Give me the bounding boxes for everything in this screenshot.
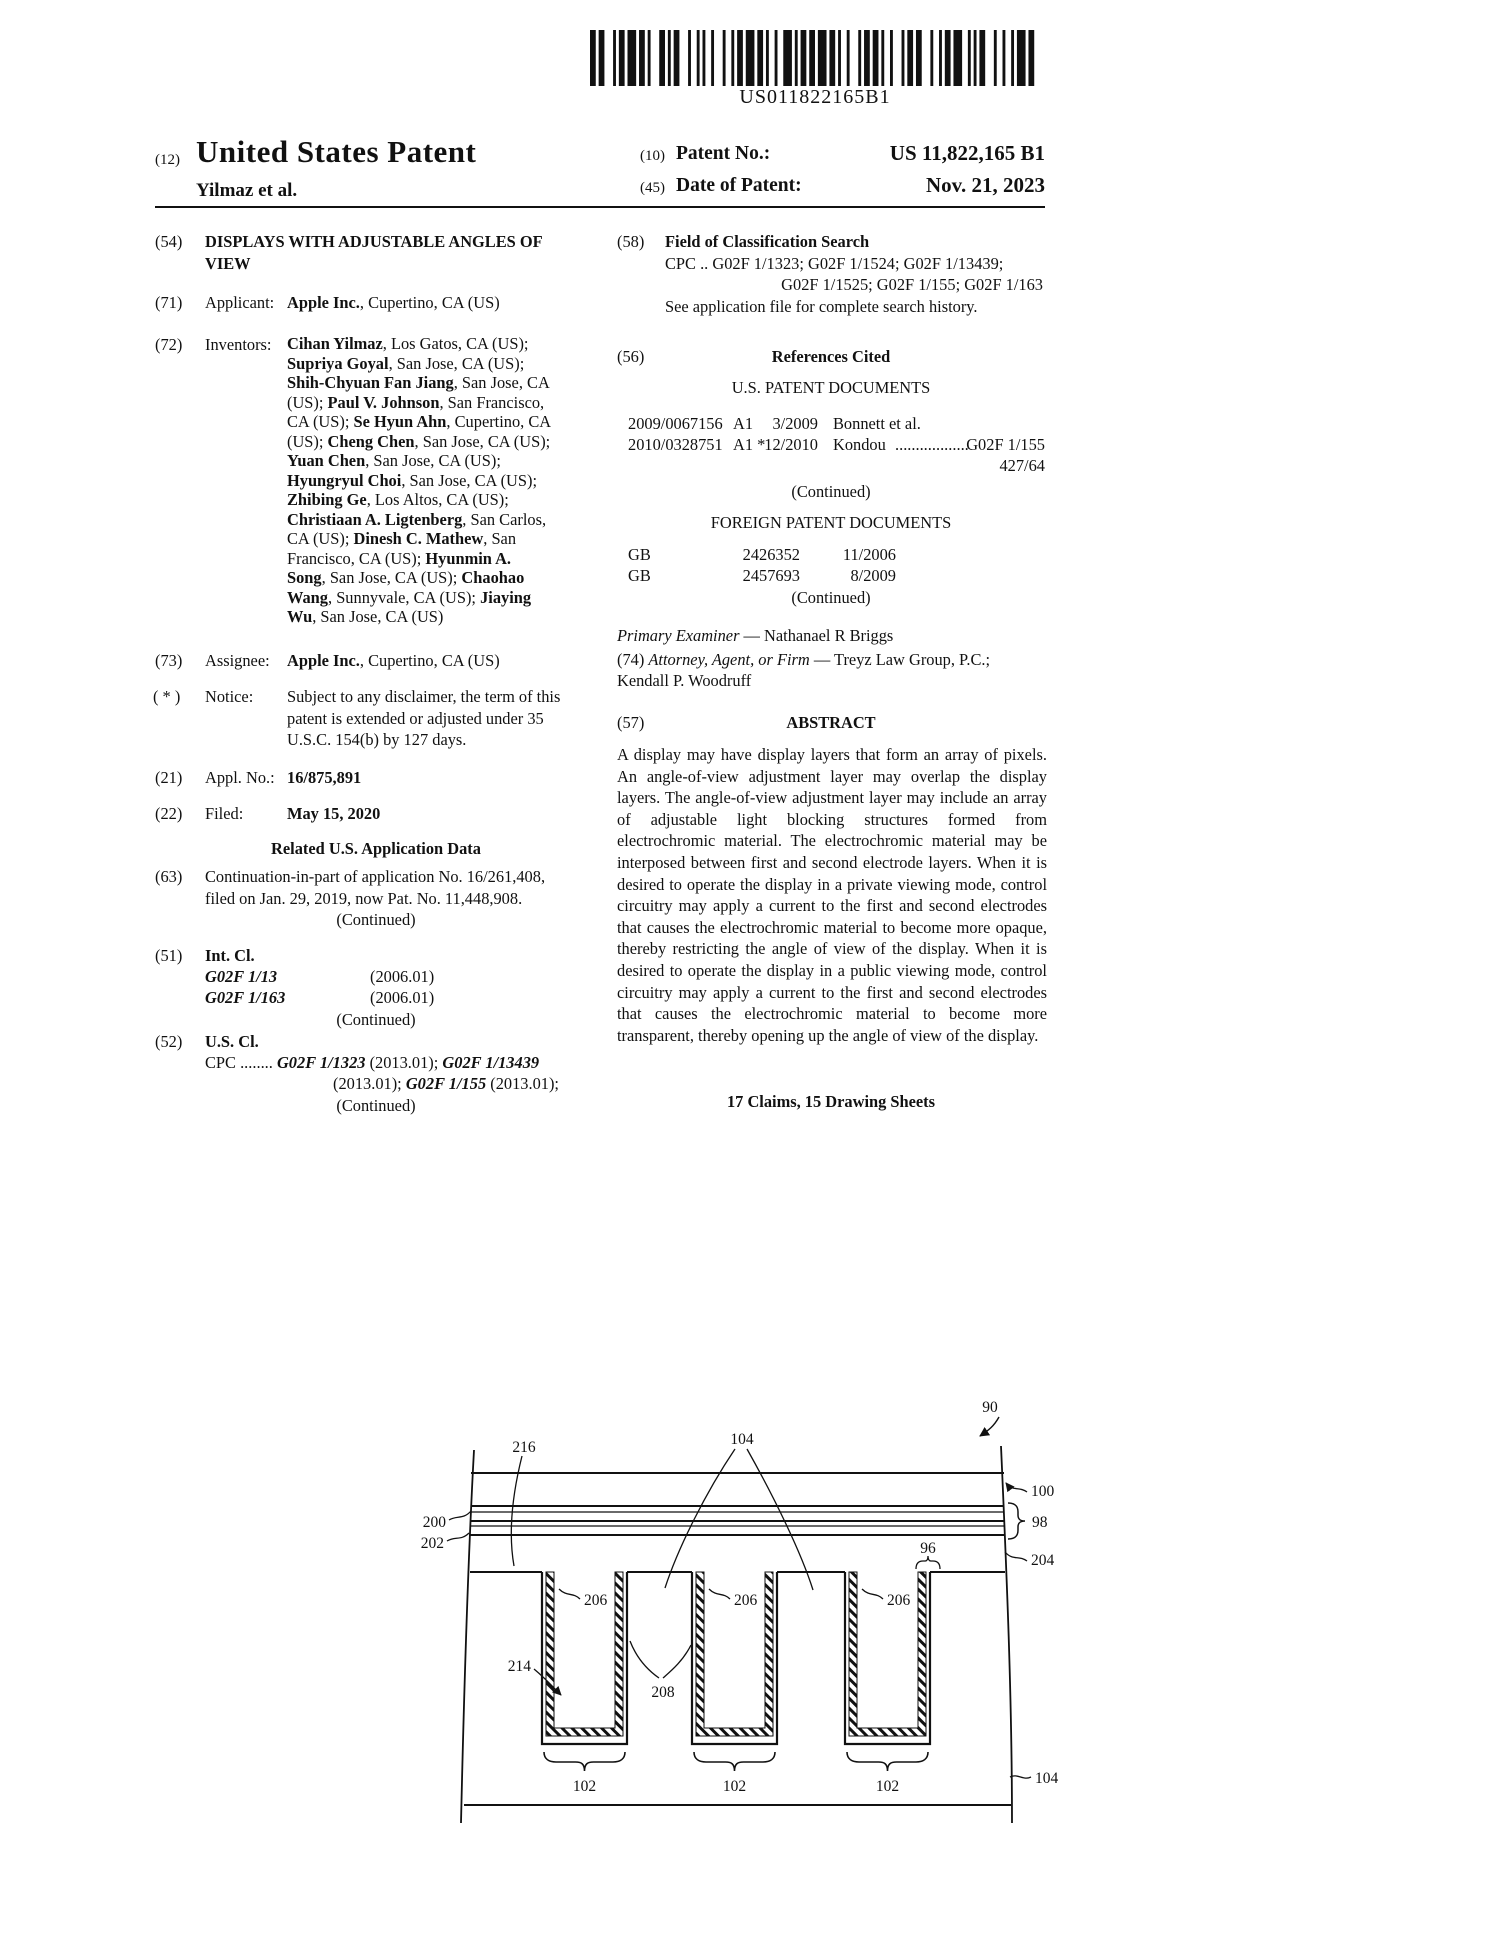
barcode-bar [864, 30, 870, 86]
leader-206-b [709, 1589, 730, 1599]
s72-num: (72) [155, 335, 183, 354]
abstract-heading: ABSTRACT [786, 713, 876, 732]
ref-country: GB [628, 566, 651, 585]
ref-numeral-216: 216 [512, 1439, 536, 1456]
s52-continued: (Continued) [336, 1096, 416, 1115]
brace-102 [544, 1752, 625, 1771]
text-segment: Christiaan A. Ligtenberg [287, 509, 463, 529]
barcode-bar [619, 30, 625, 86]
text-segment: Attorney, Agent, or Firm [648, 650, 810, 669]
text-segment: Wu [287, 607, 313, 626]
text-segment: , San Jose, CA [453, 373, 550, 392]
barcode-bar [873, 30, 879, 86]
inventors-list [287, 334, 607, 627]
us-cl-cpc-line1 [205, 1052, 597, 1074]
inventor-line [287, 568, 607, 588]
barcode-bar [902, 30, 905, 86]
inventor-line [287, 607, 607, 627]
barcode-bar [688, 30, 691, 86]
field-number-12: (12) [155, 152, 180, 168]
us-refs-continued: (Continued) [791, 482, 871, 501]
text-segment: CA (US); [287, 529, 354, 548]
text-segment: , San [483, 529, 517, 548]
leader-202 [447, 1533, 469, 1541]
ref-numeral-102-b: 102 [722, 1778, 747, 1795]
barcode-bar [723, 30, 726, 86]
assignee-label: Assignee: [205, 651, 270, 670]
s22-num: (22) [155, 804, 183, 823]
invention-title: DISPLAYS WITH ADJUSTABLE ANGLES OF VIEW [205, 232, 543, 273]
brace-102 [694, 1752, 775, 1771]
search-cpc-line1: CPC .. G02F 1/1323; G02F 1/1524; G02F 1/13439; [665, 254, 1004, 273]
text-segment: Song [287, 568, 322, 587]
appl-no-value: 16/875,891 [287, 768, 362, 787]
text-segment: Dinesh C. Mathew [353, 529, 484, 548]
leader-104-bottom [1010, 1776, 1031, 1778]
barcode-bar [979, 30, 985, 86]
text-line: patent is extended or adjusted under 35 [287, 708, 544, 728]
s51-continued: (Continued) [336, 1010, 416, 1029]
text-segment: (2013.01); [333, 1074, 406, 1093]
int-cl-year-1: (2006.01) [370, 967, 435, 986]
text-segment: Paul V. Johnson [327, 392, 440, 412]
text-segment: Jiaying [480, 587, 532, 607]
inventor-line [287, 373, 607, 393]
date-of-patent-label: Date of Patent: [676, 175, 802, 196]
field-number-45: (45) [640, 180, 665, 196]
text-segment: , San Jose, CA (US); [388, 353, 525, 373]
barcode-bar [659, 30, 665, 86]
text-segment: Supriya Goyal [287, 353, 389, 373]
barcode-bar [711, 30, 714, 86]
barcode-bar [628, 30, 637, 86]
attorney-line-1 [617, 649, 1047, 671]
inventor-line [287, 393, 607, 413]
ref-numeral-98: 98 [1032, 1514, 1048, 1531]
text-segment: Cihan Yilmaz [287, 334, 383, 353]
references-cited-heading: References Cited [771, 347, 891, 366]
s52-num: (52) [155, 1032, 183, 1051]
barcode-bar [757, 30, 763, 86]
barcode-bar [613, 30, 616, 86]
date-of-patent-value: Nov. 21, 2023 [925, 173, 1045, 197]
text-segment: (US); [287, 431, 328, 451]
brace-96 [916, 1556, 940, 1569]
text-line: U.S.C. 154(b) by 127 days. [287, 730, 467, 749]
barcode-bar [907, 30, 913, 86]
inventor-line [287, 549, 607, 569]
applicant-label: Applicant: [205, 293, 275, 312]
inventor-line [287, 588, 607, 608]
text-segment: , San Carlos, [462, 509, 547, 529]
text-segment: Yuan Chen [287, 451, 366, 470]
barcode-bar [599, 30, 605, 86]
barcode-bar [1011, 30, 1014, 86]
barcode-bar [968, 30, 971, 86]
ref-leader-dots: .................. [895, 435, 969, 454]
text-segment: — Nathanael R Briggs [739, 626, 894, 645]
s57-num: (57) [617, 713, 645, 732]
us-cl-cpc-line2 [333, 1073, 559, 1095]
ref-numeral-206-b: 206 [734, 1592, 758, 1609]
leader-104-left [665, 1449, 735, 1588]
barcode-text: US011822165B1 [739, 86, 891, 108]
text-segment: (US); [287, 392, 328, 412]
text-segment: (74) [617, 650, 649, 669]
ref-name: Bonnett et al. [833, 414, 921, 433]
barcode-bar [974, 30, 977, 86]
leader-104-right [747, 1449, 813, 1590]
ref-numeral-104-top: 104 [730, 1431, 754, 1448]
ref-numeral-90: 90 [982, 1399, 998, 1416]
s58-num: (58) [617, 232, 645, 251]
ref-numeral-208: 208 [651, 1684, 675, 1701]
text-segment: , San Jose, CA (US) [312, 607, 444, 626]
brace-102 [847, 1752, 928, 1771]
text-segment: (2013.01); [486, 1074, 559, 1093]
filed-label: Filed: [205, 804, 244, 823]
barcode-bar [783, 30, 792, 86]
ref-kind: A1 * [733, 435, 766, 454]
barcode-bar [737, 30, 743, 86]
text-segment: , Sunnyvale, CA (US); [328, 587, 481, 607]
leader-206-c [862, 1589, 883, 1599]
text-segment: CA (US); [287, 412, 354, 431]
inventors-label: Inventors: [205, 335, 272, 354]
text-segment: Shih-Chyuan Fan Jiang [287, 373, 454, 392]
s71-num: (71) [155, 293, 183, 312]
int-cl-code-2: G02F 1/163 [205, 988, 286, 1007]
inventor-line [287, 354, 607, 374]
ref-numeral-100: 100 [1031, 1483, 1055, 1500]
barcode-bar [795, 30, 798, 86]
foreign-refs-continued: (Continued) [791, 588, 871, 607]
inventor-line [287, 451, 607, 471]
text-segment: , San Jose, CA (US); [414, 431, 551, 451]
s51-num: (51) [155, 946, 183, 965]
search-see-note: See application file for complete search history. [665, 297, 978, 316]
barcode-bar [697, 30, 700, 86]
text-segment: CPC ........ [205, 1053, 277, 1072]
barcode-bar [809, 30, 815, 86]
inventor-line [287, 432, 607, 452]
applicant-value [287, 292, 500, 314]
ref-number: 2009/0067156 [628, 414, 723, 433]
barcode-bar [945, 30, 951, 86]
ref-country: GB [628, 545, 651, 564]
leader-100 [1006, 1483, 1027, 1492]
page-title: United States Patent [196, 134, 477, 169]
us-patent-docs-heading: U.S. PATENT DOCUMENTS [731, 378, 931, 397]
barcode-bar [881, 30, 884, 86]
foreign-docs-heading: FOREIGN PATENT DOCUMENTS [710, 513, 952, 532]
barcode-bar [668, 30, 671, 86]
ref-numeral-96: 96 [920, 1540, 936, 1557]
text-segment: , Los Gatos, CA (US); [382, 334, 529, 353]
inventor-line [287, 529, 607, 549]
text-segment: Zhibing Ge [287, 490, 367, 509]
leader-204 [1005, 1552, 1027, 1561]
text-segment: , Cupertino, CA (US) [359, 651, 500, 670]
patent-authors: Yilmaz et al. [196, 180, 298, 201]
abstract-text: A display may have display layers that form an array of pixels. An angle-of-view adjustment layer may overlap the display layers. The angle-of-view adjustment layer may include an array of adjustable light blocking structures formed from electrochromic material. The electrochromic material may be interposed between first and second electrode layers. When it is desired to operate the display in a private viewing mode, control circuitry may apply a current to the first and second electrodes that causes the electrochromic material to become more opaque, thereby restricting the angle of view of the display. When it is desired to operate the display in a public viewing mode, control circuitry may apply a current to the first and second electrodes that causes the electrochromic material to become more transparent, thereby opening up the angle of view of the display. [617, 745, 1052, 1045]
inventor-line [287, 490, 607, 510]
primary-examiner-line [617, 625, 1047, 647]
barcode-bar [847, 30, 850, 86]
related-data-heading: Related U.S. Application Data [271, 839, 481, 858]
text-segment: G02F 1/1323 [276, 1053, 366, 1072]
ref-number: 2010/0328751 [628, 435, 723, 454]
barcode-bar [674, 30, 680, 86]
filed-value: May 15, 2020 [287, 804, 381, 823]
text-segment: , Cupertino, CA (US) [359, 293, 500, 312]
ref-name: Kondou [833, 435, 886, 454]
s56-num: (56) [617, 347, 645, 366]
barcode-bar [930, 30, 933, 86]
barcode-bar [766, 30, 769, 86]
barcode [590, 30, 1040, 86]
text-segment: Apple Inc. [287, 651, 360, 670]
int-cl-heading: Int. Cl. [205, 946, 255, 965]
brace-98 [1008, 1503, 1025, 1539]
barcode-bar [829, 30, 835, 86]
ref-numeral-206-a: 206 [584, 1592, 608, 1609]
notice-label: Notice: [205, 687, 254, 706]
text-segment: Cheng Chen [327, 431, 415, 451]
barcode-bar [818, 30, 827, 86]
barcode-bar [1017, 30, 1026, 86]
int-cl-code-1: G02F 1/13 [205, 967, 278, 986]
barcode-bar [1003, 30, 1006, 86]
barcode-bar [1028, 30, 1034, 86]
us-cl-heading: U.S. Cl. [205, 1032, 259, 1051]
barcode-bar [838, 30, 841, 86]
ref-citation-2: 427/64 [999, 456, 1045, 475]
inventor-line [287, 471, 607, 491]
ref-numeral-204: 204 [1031, 1552, 1055, 1569]
text-segment: G02F 1/13439 [442, 1053, 540, 1072]
notice-num: ( * ) [153, 687, 181, 706]
ref-date: 12/2010 [764, 435, 818, 454]
text-segment: — Treyz Law Group, P.C.; [809, 650, 991, 669]
text-segment: , San Jose, CA (US); [365, 451, 501, 470]
patent-no-label: Patent No.: [676, 143, 771, 164]
ref-numeral-206-c: 206 [887, 1592, 911, 1609]
text-segment: Primary Examiner [617, 626, 740, 645]
appl-no-label: Appl. No.: [205, 768, 275, 787]
barcode-bar [801, 30, 807, 86]
text-segment: (2013.01); [365, 1053, 443, 1072]
ref-numeral-102-c: 102 [875, 1778, 900, 1795]
barcode-bar [775, 30, 778, 86]
barcode-bar [731, 30, 734, 86]
ref-numeral-104-bottom: 104 [1035, 1770, 1059, 1787]
text-segment: , Los Altos, CA (US); [366, 490, 509, 509]
barcode-bar [858, 30, 861, 86]
s73-num: (73) [155, 651, 183, 670]
barcode-bar [890, 30, 893, 86]
barcode-bar [916, 30, 922, 86]
ref-date: 3/2009 [772, 414, 818, 433]
text-segment: Hyungryul Choi [287, 470, 402, 490]
barcode-bar [994, 30, 997, 86]
ref-numeral-214: 214 [507, 1658, 531, 1675]
leader-90-arrow [980, 1417, 999, 1436]
barcode-bar [648, 30, 651, 86]
ref-number: 2457693 [742, 566, 800, 585]
s54-num: (54) [155, 232, 183, 251]
text-segment: G02F 1/155 [405, 1074, 487, 1093]
ref-date: 8/2009 [850, 566, 896, 585]
ref-date: 11/2006 [842, 545, 896, 564]
text-segment: Chaohao [461, 568, 525, 587]
ref-kind: A1 [733, 414, 754, 433]
barcode-bar [746, 30, 755, 86]
search-cpc-line2: G02F 1/1525; G02F 1/155; G02F 1/163 [781, 275, 1043, 294]
inventor-line [287, 334, 607, 354]
header-divider [155, 206, 1045, 208]
s63-continued: (Continued) [336, 910, 416, 929]
field-of-search-heading: Field of Classification Search [665, 232, 870, 251]
text-segment: , San Francisco, [439, 392, 545, 412]
ref-numeral-202: 202 [420, 1535, 444, 1552]
barcode-bar [939, 30, 942, 86]
leader-208-left [630, 1641, 659, 1678]
text-segment: Se Hyun Ahn [353, 412, 447, 431]
inventor-line [287, 510, 607, 530]
barcode-bar [639, 30, 645, 86]
int-cl-year-2: (2006.01) [370, 988, 435, 1007]
text-segment: Wang [287, 587, 328, 607]
text-segment: , Cupertino, CA [446, 412, 552, 431]
assignee-value [287, 650, 500, 672]
notice-text [287, 686, 599, 751]
barcode-bar [953, 30, 962, 86]
leader-206-a [559, 1589, 580, 1599]
text-segment: Francisco, CA (US); [287, 548, 426, 568]
attorney-line-2: Kendall P. Woodruff [617, 671, 752, 690]
text-segment: Apple Inc. [287, 293, 360, 312]
ref-citation: G02F 1/155 [966, 435, 1045, 454]
inventor-line [287, 412, 607, 432]
text-line: Subject to any disclaimer, the term of this [287, 687, 561, 706]
s63-num: (63) [155, 867, 183, 886]
text-segment: Hyunmin A. [425, 548, 512, 568]
barcode-bar [703, 30, 706, 86]
ref-number: 2426352 [742, 545, 800, 564]
patent-no-value: US 11,822,165 B1 [889, 141, 1045, 165]
leader-200 [449, 1511, 471, 1520]
text-segment: , San Jose, CA (US); [321, 568, 462, 587]
s21-num: (21) [155, 768, 183, 787]
ref-numeral-102-a: 102 [572, 1778, 597, 1795]
text-segment: , San Jose, CA (US); [401, 470, 537, 490]
leader-208-right [663, 1645, 691, 1678]
barcode-bar [590, 30, 596, 86]
figure-1-drawing [410, 1392, 1090, 1842]
s63-text: Continuation-in-part of application No. 16/261,408, filed on Jan. 29, 2019, now Pat. No. 11,448,908. [205, 867, 546, 908]
field-number-10: (10) [640, 148, 665, 164]
ref-numeral-200: 200 [422, 1514, 446, 1531]
claims-drawing-sheets-line: 17 Claims, 15 Drawing Sheets [726, 1092, 936, 1111]
